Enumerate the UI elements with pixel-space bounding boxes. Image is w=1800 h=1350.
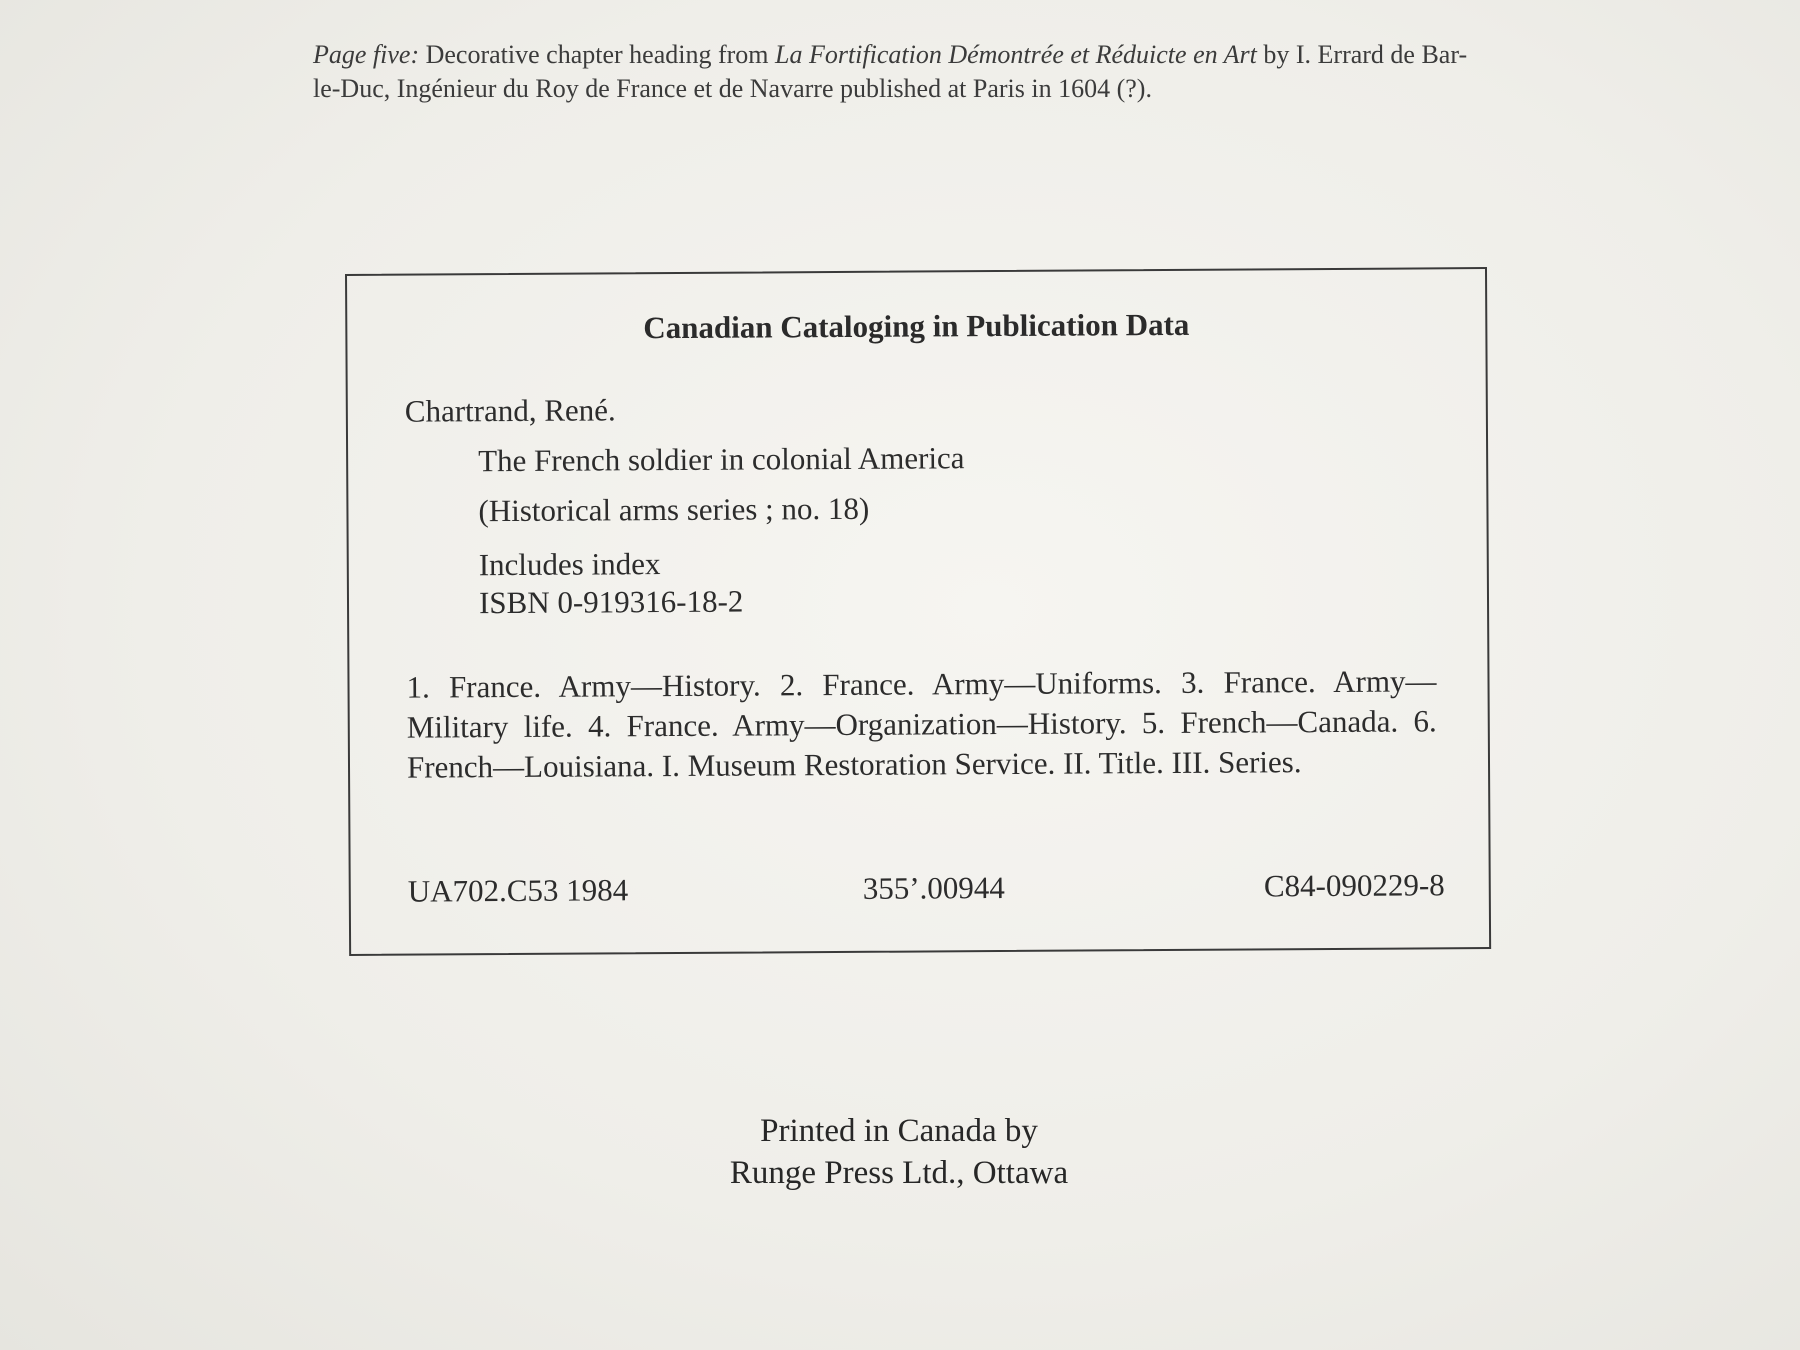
- cip-author: Chartrand, René.: [404, 392, 616, 429]
- caption-book-title: La Fortification Démontrée et Réduicte en Art: [775, 40, 1257, 69]
- cip-number: C84-090229-8: [1263, 867, 1445, 904]
- cip-dewey-number: 355’.00944: [862, 869, 1005, 906]
- cip-series: (Historical arms series ; no. 18): [478, 490, 870, 529]
- printer-line-1: Printed in Canada by: [760, 1113, 1038, 1149]
- printer-credit: [0, 1110, 1800, 1194]
- caption-text-1: Decorative chapter heading from: [419, 40, 775, 69]
- cip-isbn: ISBN 0-919316-18-2: [478, 583, 744, 621]
- cip-includes-index: Includes index: [478, 546, 661, 583]
- page-five-caption: [313, 38, 1473, 106]
- cip-lc-call-number: UA702.C53 1984: [407, 872, 629, 909]
- caption-text-2: by I. Errard de Bar-le-Duc, Ingénieur du Roy de France et de Navarre published at Paris in 1604 (?).: [313, 40, 1468, 103]
- printer-line-2: Runge Press Ltd., Ottawa: [729, 1155, 1069, 1191]
- cip-book-title: The French soldier in colonial America: [478, 440, 965, 479]
- cip-data-box: [345, 267, 1491, 956]
- cip-title: Canadian Cataloging in Publication Data: [643, 306, 1190, 346]
- caption-lead: Page five:: [313, 40, 420, 69]
- cip-subject-headings: 1. France. Army—History. 2. France. Army—Uniforms. 3. France. Army—Military life. 4. France. Army—Organization—History. 5. French—Canada. 6. French—Louisiana. I. Museum Restoration Service. II. Title. III. Series.: [406, 663, 1437, 785]
